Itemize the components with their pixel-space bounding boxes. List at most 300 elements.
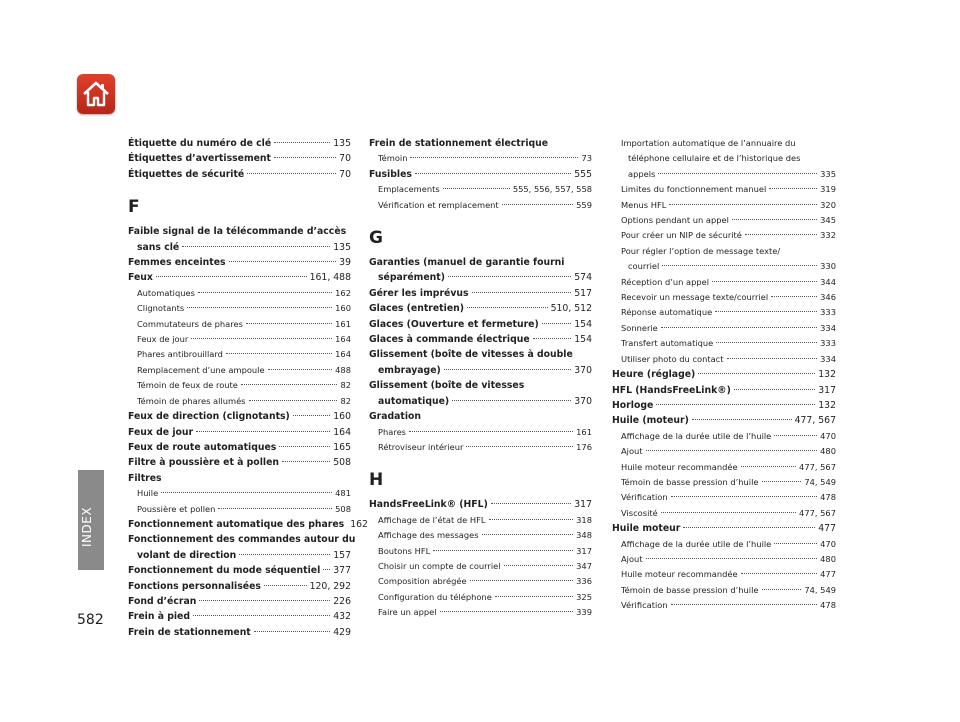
dot-leader [282,461,330,462]
dot-leader [762,481,802,482]
page-reference-link[interactable]: 335 [820,168,836,179]
index-entry[interactable] [369,270,592,285]
page-reference-link[interactable]: 157 [333,549,351,561]
entry-term: Configuration du téléphone [378,591,492,602]
page-reference-link[interactable]: 317 [574,499,592,511]
index-subentry[interactable] [612,537,836,552]
index-subentry[interactable] [612,259,836,274]
page-reference-link[interactable]: 39 [339,257,351,269]
entry-term: Huile moteur [612,523,681,535]
entry-term: Utiliser photo du contact [621,353,724,364]
index-entry[interactable] [128,151,351,166]
index-entry[interactable] [128,440,351,455]
page-reference-link[interactable]: 348 [576,530,592,541]
dot-leader [191,338,332,339]
entry-term: Composition abrégée [378,576,467,587]
page-reference-link[interactable]: 477 [818,523,836,535]
dot-leader [669,204,817,205]
entry-term: Témoin de feux de route [137,380,238,391]
dot-leader [198,292,332,293]
index-subentry[interactable] [612,167,836,182]
entry-term: sans clé [137,241,180,253]
page-reference-link[interactable]: 480 [820,553,836,564]
index-entry[interactable] [369,363,592,378]
dot-leader [658,173,817,174]
dot-leader [409,431,573,432]
entry-term: Étiquette du numéro de clé [128,138,272,149]
dot-leader [762,589,802,590]
entry-term: Huile moteur recommandée [621,461,738,472]
section-letter: H [369,470,384,491]
dot-leader [715,311,817,312]
dot-leader [489,519,574,520]
index-subentry[interactable] [128,363,351,378]
entry-term: Vérification et remplacement [378,199,499,210]
page-reference-link[interactable]: 161 [576,426,592,437]
entry-term: embrayage) [378,364,441,376]
entry-term: Viscosité [621,507,658,518]
page-reference-link[interactable]: 336 [576,576,592,587]
entry-term: Heure (réglage) [612,369,696,381]
dot-leader [229,261,337,262]
index-heading: Importation automatique de l’annuaire du [621,138,796,148]
dot-leader [683,527,815,528]
entry-term: Options pendant un appel [621,215,729,226]
index-heading: Pour régler l’option de message texte/ [621,245,781,256]
entry-term: Feux [128,272,153,284]
dot-leader [274,157,336,158]
dot-leader [472,292,572,293]
dot-leader [646,450,818,451]
index-entry[interactable] [369,394,592,409]
index-entry[interactable] [128,455,351,470]
page-reference-link[interactable]: 345 [820,215,836,226]
index-entry[interactable] [128,609,351,624]
page-reference-link[interactable]: 318 [576,514,592,525]
entry-term: Limites du fonctionnement manuel [621,184,767,195]
index-subentry[interactable] [612,444,836,459]
entry-term: Gérer les imprévus [369,287,469,299]
entry-term: Automatiques [137,287,195,298]
entry-term: Pour créer un NIP de sécurité [621,230,742,241]
page-reference-link[interactable]: 176 [576,441,592,452]
index-entry[interactable] [612,521,836,536]
index-entry[interactable] [128,167,351,182]
index-entry[interactable] [369,332,592,347]
entry-term: Fonctionnement du mode séquentiel [128,565,321,577]
dot-leader [226,353,332,354]
dot-leader [542,323,572,324]
page-reference-link[interactable]: 325 [576,591,592,602]
dot-leader [698,373,815,374]
entry-term: appels [628,168,656,179]
page-reference-link[interactable]: 135 [333,138,351,149]
page-reference-link[interactable]: 154 [574,318,592,330]
entry-term: Rétroviseur intérieur [378,441,464,452]
entry-term: Menus HFL [621,199,667,210]
index-subentry[interactable] [612,352,836,367]
index-subentry[interactable] [369,574,592,589]
page-reference-link[interactable]: 470 [820,430,836,441]
index-heading: Fonctionnement des commandes autour du [128,534,356,546]
index-entry[interactable] [369,286,592,301]
index-subentry[interactable] [612,275,836,290]
index-subentry[interactable] [612,598,836,613]
index-heading: Gradation [369,411,422,423]
dot-leader [444,369,571,370]
index-subentry[interactable] [612,460,836,475]
dot-leader [196,431,330,432]
dot-leader [254,631,330,632]
index-heading: Glissement (boîte de vitesses à double [369,349,573,361]
dot-leader [646,558,818,559]
index-subentry[interactable] [128,347,351,362]
index-column-1 [128,136,368,640]
page-reference-link[interactable]: 480 [820,446,836,457]
entry-term: Affichage de l’état de HFL [378,514,486,525]
index-subentry[interactable] [612,429,836,444]
index-heading: Glissement (boîte de vitesses [369,380,525,392]
page-reference-link[interactable]: 559 [576,199,592,210]
dot-leader [268,369,333,370]
dot-leader [671,604,818,605]
index-subentry[interactable] [612,228,836,243]
page-reference-link[interactable]: 161 [335,318,351,329]
index-entry[interactable] [128,425,351,440]
entry-term: Vérification [621,600,668,611]
dot-leader [448,276,571,277]
entry-term: Frein de stationnement [128,626,251,638]
page-reference-link[interactable]: 160 [335,303,351,314]
dot-leader [443,188,510,189]
page-reference-link[interactable]: 226 [333,595,351,607]
page-reference-link[interactable]: 319 [820,184,836,195]
index-entry[interactable] [612,383,836,398]
page-reference-link[interactable]: 555, 556, 557, 558 [512,184,592,195]
index-subentry[interactable] [369,590,592,605]
dot-leader [247,173,336,174]
dot-leader [241,384,338,385]
entry-term: Clignotants [137,303,185,314]
index-subentry[interactable] [612,583,836,598]
index-entry[interactable] [369,317,592,332]
index-subentry[interactable] [612,305,836,320]
index-subentry[interactable] [369,513,592,528]
page-reference-link[interactable]: 477 [820,569,836,580]
dot-leader [249,400,338,401]
section-letter: F [128,197,140,218]
dot-leader [741,466,796,467]
page-reference-link[interactable]: 320 [820,199,836,210]
dot-leader [504,565,574,566]
entry-term: Huile (moteur) [612,415,689,427]
dot-leader [482,534,574,535]
index-subentry[interactable] [612,182,836,197]
entry-term: Étiquettes d’avertissement [128,153,271,165]
entry-term: Phares antibrouillard [137,349,223,360]
page-reference-link[interactable]: 477, 567 [799,507,836,518]
page-reference-link[interactable]: 317 [818,384,836,396]
page-reference-link[interactable]: 334 [820,353,836,364]
page-reference-link[interactable]: 120, 292 [309,580,351,592]
page-reference-link[interactable]: 477, 567 [794,415,836,427]
page-reference-link[interactable]: 74, 549 [804,584,836,595]
index-subentry[interactable] [128,301,351,316]
page-reference-link[interactable]: 161, 488 [309,272,351,284]
page-reference-link[interactable]: 330 [820,261,836,272]
index-entry[interactable] [128,563,351,578]
entry-term: HFL (HandsFreeLink®) [612,384,731,396]
entry-term: courriel [628,261,660,272]
dot-leader [741,573,818,574]
index-subentry[interactable] [612,567,836,582]
index-heading: Filtres [128,472,162,484]
dot-leader [193,615,330,616]
dot-leader [182,246,330,247]
entry-term: Transfert automatique [621,338,714,349]
page-reference-link[interactable]: 346 [820,292,836,303]
entry-term: Femmes enceintes [128,257,226,269]
page-reference-link[interactable]: 334 [820,322,836,333]
page-reference-link[interactable]: 333 [820,307,836,318]
page-reference-link[interactable]: 164 [335,349,351,360]
page-reference-link[interactable]: 160 [333,411,351,423]
page-reference-link[interactable]: 74, 549 [804,476,836,487]
entry-term: Choisir un compte de courriel [378,560,501,571]
dot-leader [156,276,307,277]
home-icon [81,79,111,109]
page-reference-link[interactable]: 478 [820,600,836,611]
page-reference-link[interactable]: 164 [333,426,351,438]
page-reference-link[interactable]: 73 [581,153,592,164]
dot-leader [466,446,573,447]
index-heading: Garanties (manuel de garantie fourni [369,257,565,269]
dot-leader [293,415,330,416]
dot-leader [533,338,572,339]
index-subentry[interactable] [612,336,836,351]
index-heading: téléphone cellulaire et de l’historique des [628,153,801,164]
index-entry[interactable] [612,398,836,413]
page-reference-link[interactable]: 135 [333,241,351,253]
entry-term: Réception d’un appel [621,276,710,287]
index-subentry[interactable] [612,321,836,336]
entry-term: Feux de jour [137,334,189,345]
entry-term: Glaces (Ouverture et fermeture) [369,318,539,330]
page-reference-link[interactable]: 82 [340,380,351,391]
dot-leader [161,492,332,493]
index-subentry[interactable] [128,486,351,501]
index-entry[interactable] [128,409,351,424]
page-reference-link[interactable]: 132 [818,369,836,381]
index-subentry[interactable] [369,440,592,455]
entry-term: Feux de jour [128,426,194,438]
page-reference-link[interactable]: 164 [335,334,351,345]
index-column-3 [612,136,836,614]
entry-term: Recevoir un message texte/courriel [621,292,769,303]
page-reference-link[interactable]: 344 [820,276,836,287]
index-entry[interactable] [612,367,836,382]
index-subentry[interactable] [128,332,351,347]
page-reference-link[interactable]: 370 [574,364,592,376]
entry-term: Fond d’écran [128,595,197,607]
entry-term: HandsFreeLink® (HFL) [369,499,488,511]
index-subentry[interactable] [128,394,351,409]
section-letter: G [369,228,383,249]
entry-term: Témoin de basse pression d’huile [621,584,759,595]
page-reference-link[interactable]: 508 [335,503,351,514]
page-reference-link[interactable]: 470 [820,538,836,549]
page-reference-link[interactable]: 339 [576,607,592,618]
entry-term: Filtre à poussière et à pollen [128,457,279,469]
dot-leader [246,323,332,324]
entry-term: Affichage de la durée utile de l’huile [621,538,772,549]
page-reference-link[interactable]: 70 [339,168,351,180]
dot-leader [187,307,332,308]
index-subentry[interactable] [128,286,351,301]
entry-term: automatique) [378,395,450,407]
index-entry[interactable] [128,517,368,532]
index-entry[interactable] [128,579,351,594]
page-reference-link[interactable]: 508 [333,457,351,469]
dot-leader [716,342,817,343]
dot-leader [774,543,817,544]
index-subentry[interactable] [128,378,351,393]
index-entry[interactable] [128,136,351,151]
entry-term: Fonctions personnalisées [128,580,261,592]
page-reference-link[interactable]: 477, 567 [799,461,836,472]
page-reference-link[interactable]: 162 [350,518,368,530]
dot-leader [440,611,574,612]
entry-term: séparément) [378,272,445,284]
index-subentry[interactable] [612,213,836,228]
entry-term: Fusibles [369,168,412,180]
index-subentry[interactable] [369,151,592,166]
page-reference-link[interactable]: 432 [333,611,351,623]
dot-leader [769,188,817,189]
page-reference-link[interactable]: 347 [576,560,592,571]
dot-leader [712,281,817,282]
entry-term: Poussière et pollen [137,503,216,514]
page-reference-link[interactable]: 70 [339,153,351,165]
entry-term: Vérification [621,492,668,503]
index-subentry[interactable] [612,506,836,521]
index-entry[interactable] [128,548,351,563]
index-subentry[interactable] [612,475,836,490]
index-heading: Faible signal de la télécommande d’accès [128,226,347,238]
index-subentry[interactable] [612,552,836,567]
entry-term: Témoin de phares allumés [137,395,246,406]
index-subentry[interactable] [369,528,592,543]
dot-leader [734,389,815,390]
dot-leader [467,307,548,308]
entry-term: Témoin de basse pression d’huile [621,476,759,487]
dot-leader [323,569,330,570]
dot-leader [239,554,330,555]
dot-leader [656,404,815,405]
dot-leader [199,600,330,601]
dot-leader [727,358,818,359]
page-reference-link[interactable]: 377 [333,565,351,577]
page-reference-link[interactable]: 165 [333,441,351,453]
index-entry[interactable] [128,625,351,640]
page-reference-link[interactable]: 332 [820,230,836,241]
dot-leader [771,296,817,297]
page-reference-link[interactable]: 481 [335,488,351,499]
dot-leader [661,327,817,328]
entry-term: Feux de route automatiques [128,441,277,453]
entry-term: Glaces (entretien) [369,303,464,315]
index-entry[interactable] [128,594,351,609]
entry-term: Faire un appel [378,607,437,618]
page-reference-link[interactable]: 488 [335,364,351,375]
index-heading: Frein de stationnement électrique [369,138,549,149]
page-reference-link[interactable]: 574 [574,272,592,284]
page-reference-link[interactable]: 154 [574,334,592,346]
entry-term: Affichage de la durée utile de l’huile [621,430,772,441]
page-reference-link[interactable]: 317 [576,545,592,556]
entry-term: Fonctionnement automatique des phares [128,518,345,530]
index-tab-label: INDEX [80,506,94,548]
home-button[interactable] [77,74,115,114]
page-reference-link[interactable]: 333 [820,338,836,349]
entry-term: Témoin [378,153,408,164]
entry-term: Frein à pied [128,611,191,623]
entry-term: Horloge [612,399,654,411]
page-reference-link[interactable]: 370 [574,395,592,407]
index-entry[interactable] [128,255,351,270]
index-entry[interactable] [369,301,592,316]
dot-leader [692,419,792,420]
index-subentry[interactable] [128,317,351,332]
index-subentry[interactable] [612,490,836,505]
index-subentry[interactable] [369,425,592,440]
page-reference-link[interactable]: 82 [340,395,351,406]
dot-leader [745,234,817,235]
index-subentry[interactable] [612,198,836,213]
page-reference-link[interactable]: 478 [820,492,836,503]
entry-term: Boutons HFL [378,545,431,556]
index-entry[interactable] [128,240,351,255]
index-subentry[interactable] [369,559,592,574]
index-entry[interactable] [369,167,592,182]
index-subentry[interactable] [369,605,592,620]
entry-term: Affichage des messages [378,530,479,541]
page-reference-link[interactable]: 429 [333,626,351,638]
index-entry[interactable] [612,413,836,428]
index-subentry[interactable] [369,198,592,213]
page-reference-link[interactable]: 132 [818,399,836,411]
dot-leader [274,142,330,143]
index-subentry[interactable] [369,182,592,197]
entry-term: Étiquettes de sécurité [128,168,245,180]
index-subentry[interactable] [612,290,836,305]
page-reference-link[interactable]: 162 [335,287,351,298]
page-reference-link[interactable]: 510, 512 [550,303,592,315]
page-reference-link[interactable]: 555 [574,168,592,180]
entry-term: Remplacement d’une ampoule [137,364,265,375]
dot-leader [732,219,817,220]
index-entry[interactable] [128,270,351,285]
page-reference-link[interactable]: 517 [574,287,592,299]
dot-leader [491,503,571,504]
entry-term: Phares [378,426,407,437]
entry-term: Huile moteur recommandée [621,569,738,580]
index-subentry[interactable] [369,544,592,559]
entry-term: Sonnerie [621,322,658,333]
entry-term: Commutateurs de phares [137,318,243,329]
index-subentry[interactable] [128,502,351,517]
index-entry[interactable] [369,497,592,512]
